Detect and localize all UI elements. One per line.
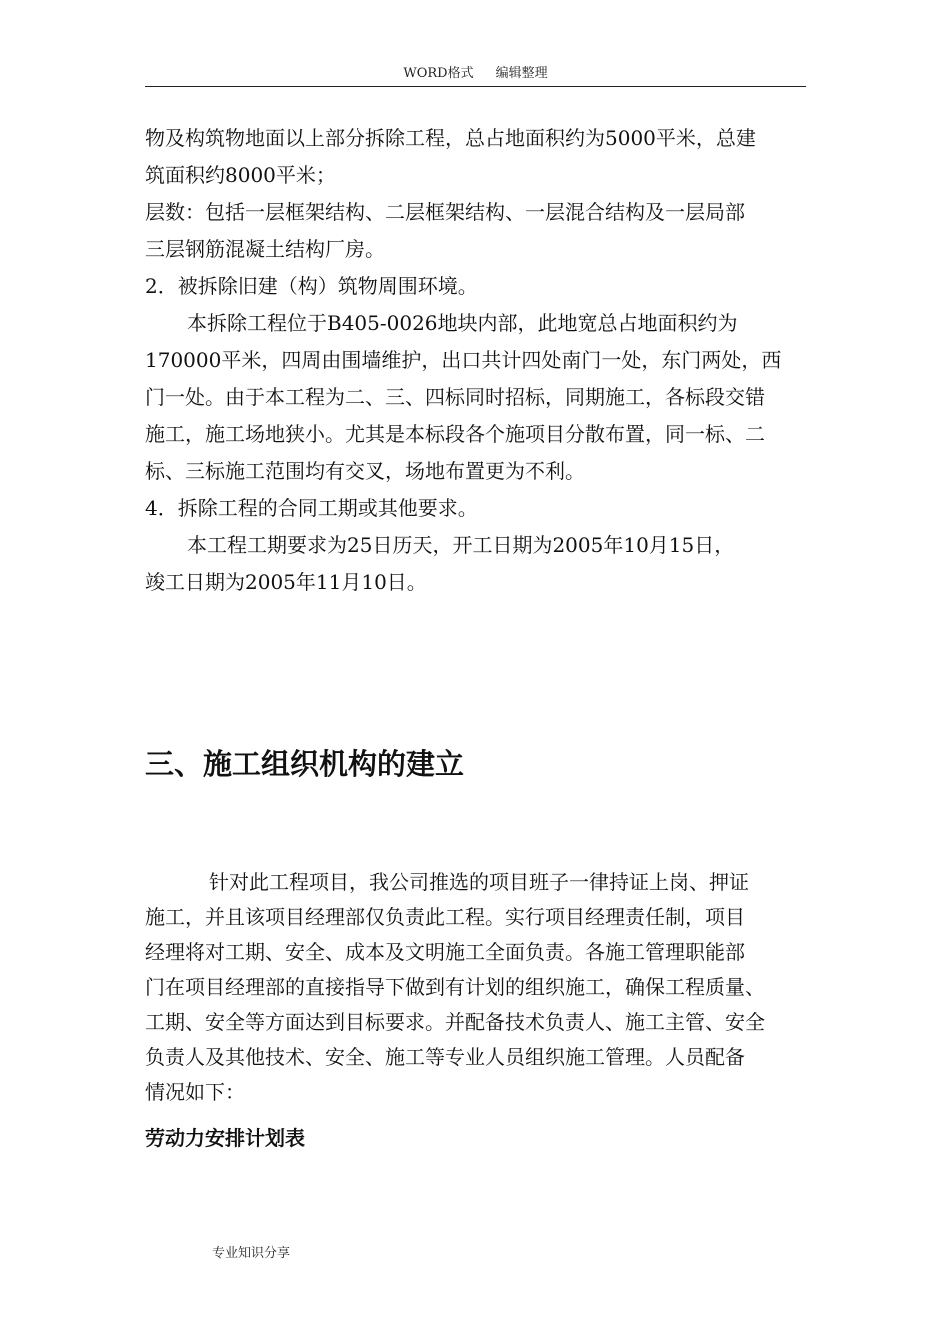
header-format-label: WORD格式: [403, 66, 474, 81]
paragraph-line: 标、三标施工范围均有交叉，场地布置更为不利。: [145, 459, 585, 483]
paragraph-line: 施工，并且该项目经理部仅负责此工程。实行项目经理责任制，项目: [145, 905, 745, 929]
paragraph-line: 本拆除工程位于B405-0026地块内部，此地宽总占地面积约为: [187, 311, 738, 335]
paragraph-line: 经理将对工期、安全、成本及文明施工全面负责。各施工管理职能部: [145, 940, 745, 964]
section-heading: 三、施工组织机构的建立: [145, 747, 465, 781]
paragraph-line: 门在项目经理部的直接指导下做到有计划的组织施工，确保工程质量、: [145, 975, 765, 999]
paragraph-line: 竣工日期为2005年11月10日。: [145, 570, 427, 594]
paragraph-line: 筑面积约8000平米；: [145, 163, 336, 187]
paragraph-line: 门一处。由于本工程为二、三、四标同时招标，同期施工，各标段交错: [145, 385, 765, 409]
paragraph-line: 施工，施工场地狭小。尤其是本标段各个施项目分散布置，同一标、二: [145, 422, 765, 446]
page-header: [145, 64, 806, 87]
header-edit-label: 编辑整理: [495, 66, 548, 81]
paragraph-line: 工期、安全等方面达到目标要求。并配备技术负责人、施工主管、安全: [145, 1010, 765, 1034]
page-footer: 专业知识分享: [212, 1246, 291, 1261]
numbered-item-2: 2．被拆除旧建（构）筑物周围环境。: [145, 274, 478, 298]
table-title: 劳动力安排计划表: [145, 1126, 305, 1150]
paragraph-line: 170000平米，四周由围墙维护，出口共计四处南门一处，东门两处，西: [145, 348, 782, 372]
paragraph-line: 本工程工期要求为25日历天，开工日期为2005年10月15日，: [187, 533, 735, 557]
paragraph-line: 物及构筑物地面以上部分拆除工程，总占地面积约为5000平米，总建: [145, 126, 756, 150]
numbered-item-4: 4．拆除工程的合同工期或其他要求。: [145, 496, 478, 520]
paragraph-line: 情况如下：: [145, 1080, 245, 1104]
paragraph-line: 负责人及其他技术、安全、施工等专业人员组织施工管理。人员配备: [145, 1045, 745, 1069]
paragraph-line: 三层钢筋混凝土结构厂房。: [145, 237, 385, 261]
paragraph-line: 针对此工程项目，我公司推选的项目班子一律持证上岗、押证: [209, 870, 749, 894]
paragraph-line: 层数：包括一层框架结构、二层框架结构、一层混合结构及一层局部: [145, 200, 745, 224]
